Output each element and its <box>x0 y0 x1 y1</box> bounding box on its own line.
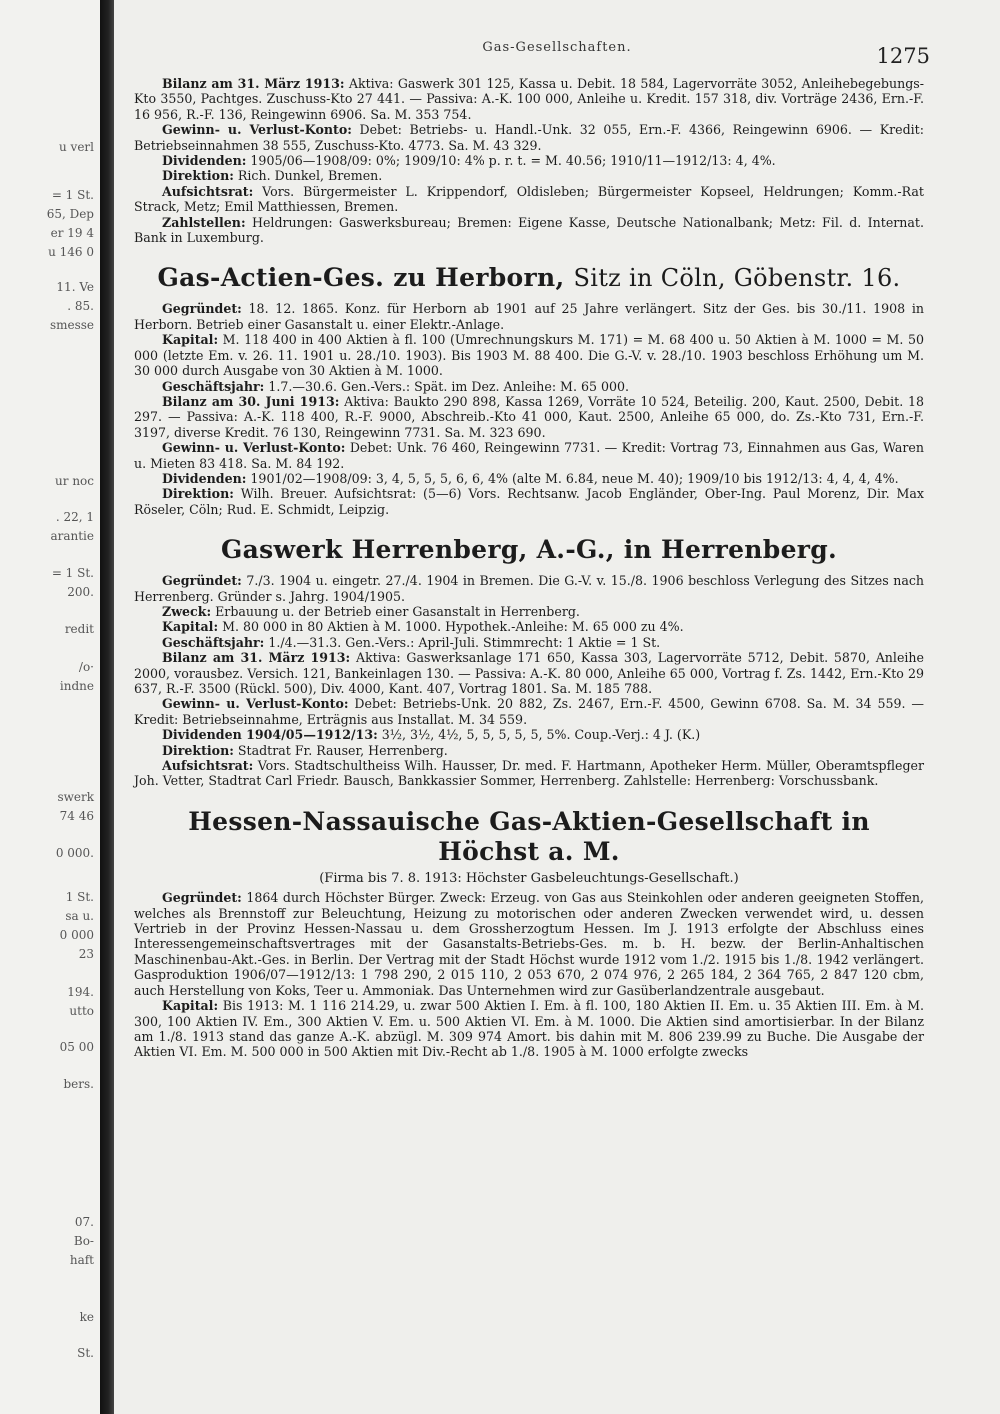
field-text: 18. 12. 1865. Konz. für Herborn ab 1901 auf 25 Jahre verlängert. Sitz der Ges. bis 30./11. 1908 in Herborn. Betrieb einer Gasanstalt u. einer Elektr.-Anlage. <box>134 301 924 332</box>
prev-page-fragment: 1 St. <box>65 890 94 904</box>
field-text: 3½, 3½, 4½, 5, 5, 5, 5, 5, 5%. Coup.-Verj.: 4 J. (K.) <box>381 727 701 743</box>
entry-paragraph <box>134 122 924 153</box>
entry-paragraph <box>134 76 924 122</box>
field-label: Kapital: <box>162 998 219 1014</box>
company-title <box>134 807 924 867</box>
prev-page-fragment: St. <box>77 1346 94 1360</box>
page-number: 1275 <box>876 44 930 68</box>
field-text: Vors. Bürgermeister L. Krippendorf, Oldisleben; Bürgermeister Kopseel, Heldrungen; Komm.-Rat Strack, Metz; Emil Matthiessen, Bremen. <box>134 183 924 215</box>
field-text: Aktiva: Gaswerk 301 125, Kassa u. Debit. 18 584, Lagervorräte 3052, Anleihebegebungs-Kto 3550, Pachtges. Zuschuss-Kto 27 441. — Passiva: A.-K. 100 000, Anleihe u. Kredit. 157 318, div. Vorträge 2436, Ern.-F. 16 956, R.-F. 136, Reingewinn 6906. Sa. M. 353 754. <box>134 76 924 122</box>
prev-page-fragment: bers. <box>63 1077 94 1091</box>
field-text: Debet: Betriebs- u. Handl.-Unk. 32 055, Ern.-F. 4366, Reingewinn 6906. — Kredit: Betriebseinnahmen 38 555, Zuschuss-Kto. 4773. Sa. M. 43 329. <box>134 122 924 153</box>
entry-paragraph <box>134 743 924 758</box>
entry-paragraph <box>134 440 924 471</box>
field-label: Aufsichtsrat: <box>162 183 254 199</box>
entry-paragraph <box>134 635 924 650</box>
prev-page-fragment: 11. Ve <box>56 280 94 294</box>
prev-page-fragment: utto <box>69 1004 94 1018</box>
field-text: 1905/06—1908/09: 0%; 1909/10: 4% p. r. t. = M. 40.56; 1910/11—1912/13: 4, 4%. <box>250 153 776 169</box>
entry-paragraph <box>134 486 924 517</box>
running-head: Gas-Gesellschaften. <box>482 40 632 55</box>
prev-page-fragment: 0 000 <box>59 928 94 942</box>
field-label: Zweck: <box>162 603 212 619</box>
field-label: Direktion: <box>162 486 234 502</box>
prev-page-fragment: 05 00 <box>59 1040 94 1054</box>
field-text: Rich. Dunkel, Bremen. <box>237 168 383 184</box>
company-title <box>134 263 924 293</box>
entry-paragraph <box>134 471 924 486</box>
prev-page-fragment: 23 <box>78 947 94 961</box>
entry-paragraph <box>134 573 924 604</box>
prev-page-fragment: haft <box>69 1253 94 1267</box>
page-content <box>134 76 924 1078</box>
prev-page-fragment: 200. <box>67 585 94 599</box>
field-label: Dividenden: <box>162 470 247 486</box>
field-label: Dividenden 1904/05—1912/13: <box>162 727 378 743</box>
field-label: Direktion: <box>162 168 234 184</box>
company-entry <box>134 807 924 1060</box>
field-text: M. 118 400 in 400 Aktien à fl. 100 (Umrechnungskurs M. 171) = M. 68 400 u. 50 Aktien à M. 1000 = M. 50 000 (letzte Em. v. 26. 11. 1901 u. 28./10. 1903). Bis 1903 M. 88 400. Die G.-V. v. 28./10. 1903 beschloss Erhöhung um M. 30 000 durch Ausgabe von 30 Aktien à M. 1000. <box>134 332 924 379</box>
prev-page-fragment: 194. <box>67 985 94 999</box>
company-name: Gaswerk Herrenberg, A.-G., in Herrenberg. <box>220 535 838 565</box>
company-title <box>134 535 924 565</box>
field-label: Kapital: <box>162 332 219 348</box>
field-text: Wilh. Breuer. Aufsichtsrat: (5—6) Vors. Rechtsanw. Jacob Engländer, Ober-Ing. Paul Morenz, Dir. Max Röseler, Cöln; Rud. E. Schmidt, Leipzig. <box>134 486 924 517</box>
field-label: Gewinn- u. Verlust-Konto: <box>162 440 346 456</box>
entry-paragraph <box>134 758 924 789</box>
field-text: 1864 durch Höchster Bürger. Zweck: Erzeug. von Gas aus Steinkohlen oder anderen geeigneten Stoffen, welches als Brennstoff zur Beleuchtung, Heizung zu motorischen oder anderen Zwecken verwendet wird, u. dessen Vertrieb in der Provinz Hessen-Nassau u. dem Grossherzogtum Hessen. Im J. 1913 erfolgte der Abschluss eines Interessengemeinschaftsvertrages mit der Gasanstalts-Betriebs-Ges. m. b. H. bezw. der Berlin-Anhaltischen Maschinenbau-Akt.-Ges. in Berlin. Der Vertrag mit der Stadt Höchst wurde 1912 vom 1./2. 1915 bis 1./8. 1942 verlängert. Gasproduktion 1906/07—1912/13: 1 798 290, 2 015 110, 2 053 670, 2 074 976, 2 265 184, 2 364 765, 2 847 120 cbm, auch Herstellung von Koks, Teer u. Ammoniak. Das Unternehmen wird zur Gasüberlandzentrale ausgebaut. <box>134 890 924 998</box>
field-text: Erbauung u. der Betrieb einer Gasanstalt in Herrenberg. <box>215 603 580 619</box>
company-entry <box>134 535 924 789</box>
prev-page-fragment: Bo- <box>73 1234 94 1248</box>
entry-paragraph <box>134 379 924 394</box>
prev-page-fragment: swerk <box>57 790 94 804</box>
entry-paragraph <box>134 184 924 215</box>
entry-paragraph <box>134 168 924 183</box>
scanned-page <box>114 0 1000 1414</box>
field-label: Zahlstellen: <box>162 214 246 230</box>
prev-page-fragment: . 85. <box>67 299 94 313</box>
field-label: Gegründet: <box>162 890 242 906</box>
field-text: Aktiva: Baukto 290 898, Kassa 1269, Vorräte 10 524, Beteilig. 200, Kaut. 2500, Debit. 18 297. — Passiva: A.-K. 118 400, R.-F. 9000, Abschreib.-Kto 41 000, Kaut. 2500, Anleihe 65 000, do. Zs.-Kto 731, Ern.-F. 3197, diverse Kredit. 76 130, Reingewinn 7731. Sa. M. 323 690. <box>134 393 924 440</box>
prev-page-fragment: . 22, 1 <box>55 510 94 524</box>
entry-paragraph <box>134 890 924 998</box>
entry-paragraph <box>134 215 924 246</box>
prev-page-fragment: arantie <box>50 529 94 543</box>
prev-page-fragment: = 1 St. <box>51 566 94 580</box>
field-text: 1901/02—1908/09: 3, 4, 5, 5, 5, 6, 6, 4% (alte M. 6.84, neue M. 40); 1909/10 bis 1912/13: 4, 4, 4, 4%. <box>250 470 899 486</box>
prev-page-fragment: indne <box>59 679 94 693</box>
prev-page-fragment: ke <box>79 1310 94 1324</box>
book-gutter <box>100 0 114 1414</box>
field-text: Bis 1913: M. 1 116 214.29, u. zwar 500 Aktien I. Em. à fl. 100, 180 Aktien II. Em. u. 35 Aktien III. Em. à M. 300, 100 Aktien IV. Em., 300 Aktien V. Em. u. 500 Aktien VI. Em. à M. 1000. Die Aktien sind amortisierbar. In der Bilanz am 1./8. 1913 stand das ganze A.-K. abzügl. M. 309 974 Amort. bis dahin mit M. 806 239.99 zu Buche. Die Ausgabe der Aktien VI. Em. M. 500 000 in 500 Aktien mit Div.-Recht ab 1./8. 1905 à M. 1000 erfolgte zwecks <box>134 998 924 1060</box>
prev-page-fragment: redit <box>64 622 94 636</box>
field-text: Debet: Betriebs-Unk. 20 882, Zs. 2467, Ern.-F. 4500, Gewinn 6708. Sa. M. 34 559. — Kredit: Betriebseinnahme, Erträgnis aus Installat. M. 34 559. <box>134 696 924 727</box>
field-label: Geschäftsjahr: <box>162 378 265 394</box>
prev-page-fragment: 74 46 <box>59 809 94 823</box>
field-text: Debet: Unk. 76 460, Reingewinn 7731. — Kredit: Vortrag 73, Einnahmen aus Gas, Waren u. Mieten 83 418. Sa. M. 84 192. <box>134 440 924 471</box>
prev-page-fragment: sa u. <box>65 909 94 923</box>
field-label: Gewinn- u. Verlust-Konto: <box>162 696 349 712</box>
field-label: Gegründet: <box>162 573 242 589</box>
field-text: Aktiva: Gaswerksanlage 171 650, Kassa 303, Lagervorräte 5712, Debit. 5870, Anleihe 2000, vorausbez. Versich. 121, Bankeinlagen 130. — Passiva: A.-K. 80 000, Anleihe 65 000, Vortrag f. Zs. 1442, Ern.-Kto 29 637, R.-F. 3500 (Rückl. 500), Div. 4000, Kant. 407, Vortrag 1801. Sa. M. 185 788. <box>134 650 924 696</box>
company-entry <box>134 76 924 245</box>
field-label: Bilanz am 31. März 1913: <box>162 76 345 91</box>
field-label: Aufsichtsrat: <box>162 758 254 774</box>
prev-page-fragment: u 146 0 <box>48 245 94 259</box>
field-text: 1./4.—31.3. Gen.-Vers.: April-Juli. Stimmrecht: 1 Aktie = 1 St. <box>268 634 661 650</box>
prev-page-fragment: er 19 4 <box>50 226 94 240</box>
entry-paragraph <box>134 394 924 440</box>
prev-page-fragment: u verl <box>59 140 94 154</box>
field-text: 7./3. 1904 u. eingetr. 27./4. 1904 in Bremen. Die G.-V. v. 15./8. 1906 beschloss Verlegung des Sitzes nach Herrenberg. Gründer s. Jahrg. 1904/1905. <box>134 573 924 604</box>
field-label: Kapital: <box>162 619 219 635</box>
company-name: Hessen-Nassauische Gas-Aktien-Gesellschaft in Höchst a. M. <box>188 806 870 866</box>
prev-page-fragment: 07. <box>74 1215 94 1229</box>
entry-paragraph <box>134 332 924 378</box>
previous-page-edge <box>0 0 100 1414</box>
entry-paragraph <box>134 619 924 634</box>
field-text: Heldrungen: Gaswerksbureau; Bremen: Eigene Kasse, Deutsche Nationalbank; Metz: Fil. d. Internat. Bank in Luxemburg. <box>134 214 924 246</box>
company-entry <box>134 263 924 517</box>
field-text: Stadtrat Fr. Rauser, Herrenberg. <box>237 742 448 758</box>
prev-page-fragment: ur noc <box>55 474 94 488</box>
entry-paragraph <box>134 696 924 727</box>
field-label: Direktion: <box>162 742 234 758</box>
field-label: Gegründet: <box>162 301 242 317</box>
prev-page-fragment: /o· <box>78 660 94 674</box>
field-label: Bilanz am 31. März 1913: <box>162 650 351 666</box>
prev-page-fragment: = 1 St. <box>51 188 94 202</box>
field-text: 1.7.—30.6. Gen.-Vers.: Spät. im Dez. Anleihe: M. 65 000. <box>268 378 630 394</box>
prev-page-fragment: 0 000. <box>55 846 94 860</box>
prev-page-fragment: smesse <box>49 318 94 332</box>
company-subtitle: (Firma bis 7. 8. 1913: Höchster Gasbeleuchtungs-Gesellschaft.) <box>319 870 739 886</box>
entry-paragraph <box>134 301 924 332</box>
entry-paragraph <box>134 998 924 1060</box>
field-label: Bilanz am 30. Juni 1913: <box>162 393 340 409</box>
company-name: Gas-Actien-Ges. zu Herborn, <box>157 263 565 293</box>
prev-page-fragment: 65, Dep <box>46 207 94 221</box>
entry-paragraph <box>134 604 924 619</box>
field-label: Gewinn- u. Verlust-Konto: <box>162 122 352 138</box>
entry-paragraph <box>134 650 924 696</box>
field-text: M. 80 000 in 80 Aktien à M. 1000. Hypothek.-Anleihe: M. 65 000 zu 4%. <box>222 619 684 635</box>
field-label: Geschäftsjahr: <box>162 634 265 650</box>
entry-paragraph <box>134 727 924 742</box>
field-label: Dividenden: <box>162 153 247 169</box>
entry-paragraph <box>134 153 924 168</box>
company-location: Sitz in Cöln, Göbenstr. 16. <box>573 264 901 293</box>
field-text: Vors. Stadtschultheiss Wilh. Hausser, Dr. med. F. Hartmann, Apotheker Herm. Müller, Oberamtspfleger Joh. Vetter, Stadtrat Carl Friedr. Bausch, Bankkassier Sommer, Herrenberg. Zahlstelle: Herrenberg: Vorschussbank. <box>134 758 924 789</box>
